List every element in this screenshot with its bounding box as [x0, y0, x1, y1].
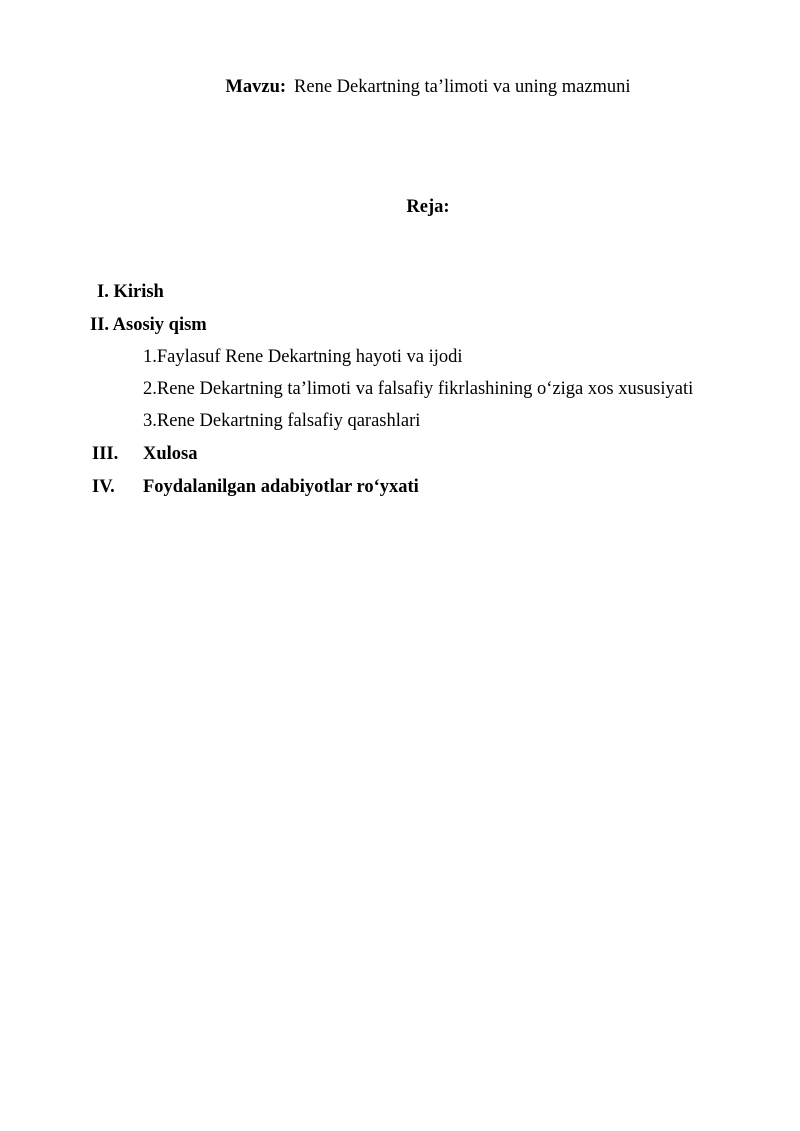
title-text: Rene Dekartning ta’limoti va uning mazmuni	[294, 77, 631, 97]
subsection-item: 1.Faylasuf Rene Dekartning hayoti va ijodi	[143, 347, 463, 367]
section-number: I.	[97, 282, 109, 302]
section-main-part	[90, 314, 207, 336]
title-label: Mavzu:	[225, 77, 287, 97]
section-conclusion: Xulosa	[143, 444, 198, 464]
document-title	[0, 76, 800, 98]
section-number: III.	[92, 444, 119, 464]
plan-heading: Reja:	[406, 197, 450, 217]
section-introduction	[97, 281, 164, 303]
subsection-item: 3.Rene Dekartning falsafiy qarashlari	[143, 411, 421, 431]
section-references: Foydalanilgan adabiyotlar ro‘yxati	[143, 477, 419, 497]
section-label: Asosiy qism	[112, 315, 207, 335]
subsection-item: 2.Rene Dekartning ta’limoti va falsafiy fikrlashining o‘ziga xos xususiyati	[143, 379, 694, 399]
section-number: II.	[90, 315, 110, 335]
section-label: Kirish	[113, 282, 164, 302]
section-number: IV.	[92, 477, 115, 497]
